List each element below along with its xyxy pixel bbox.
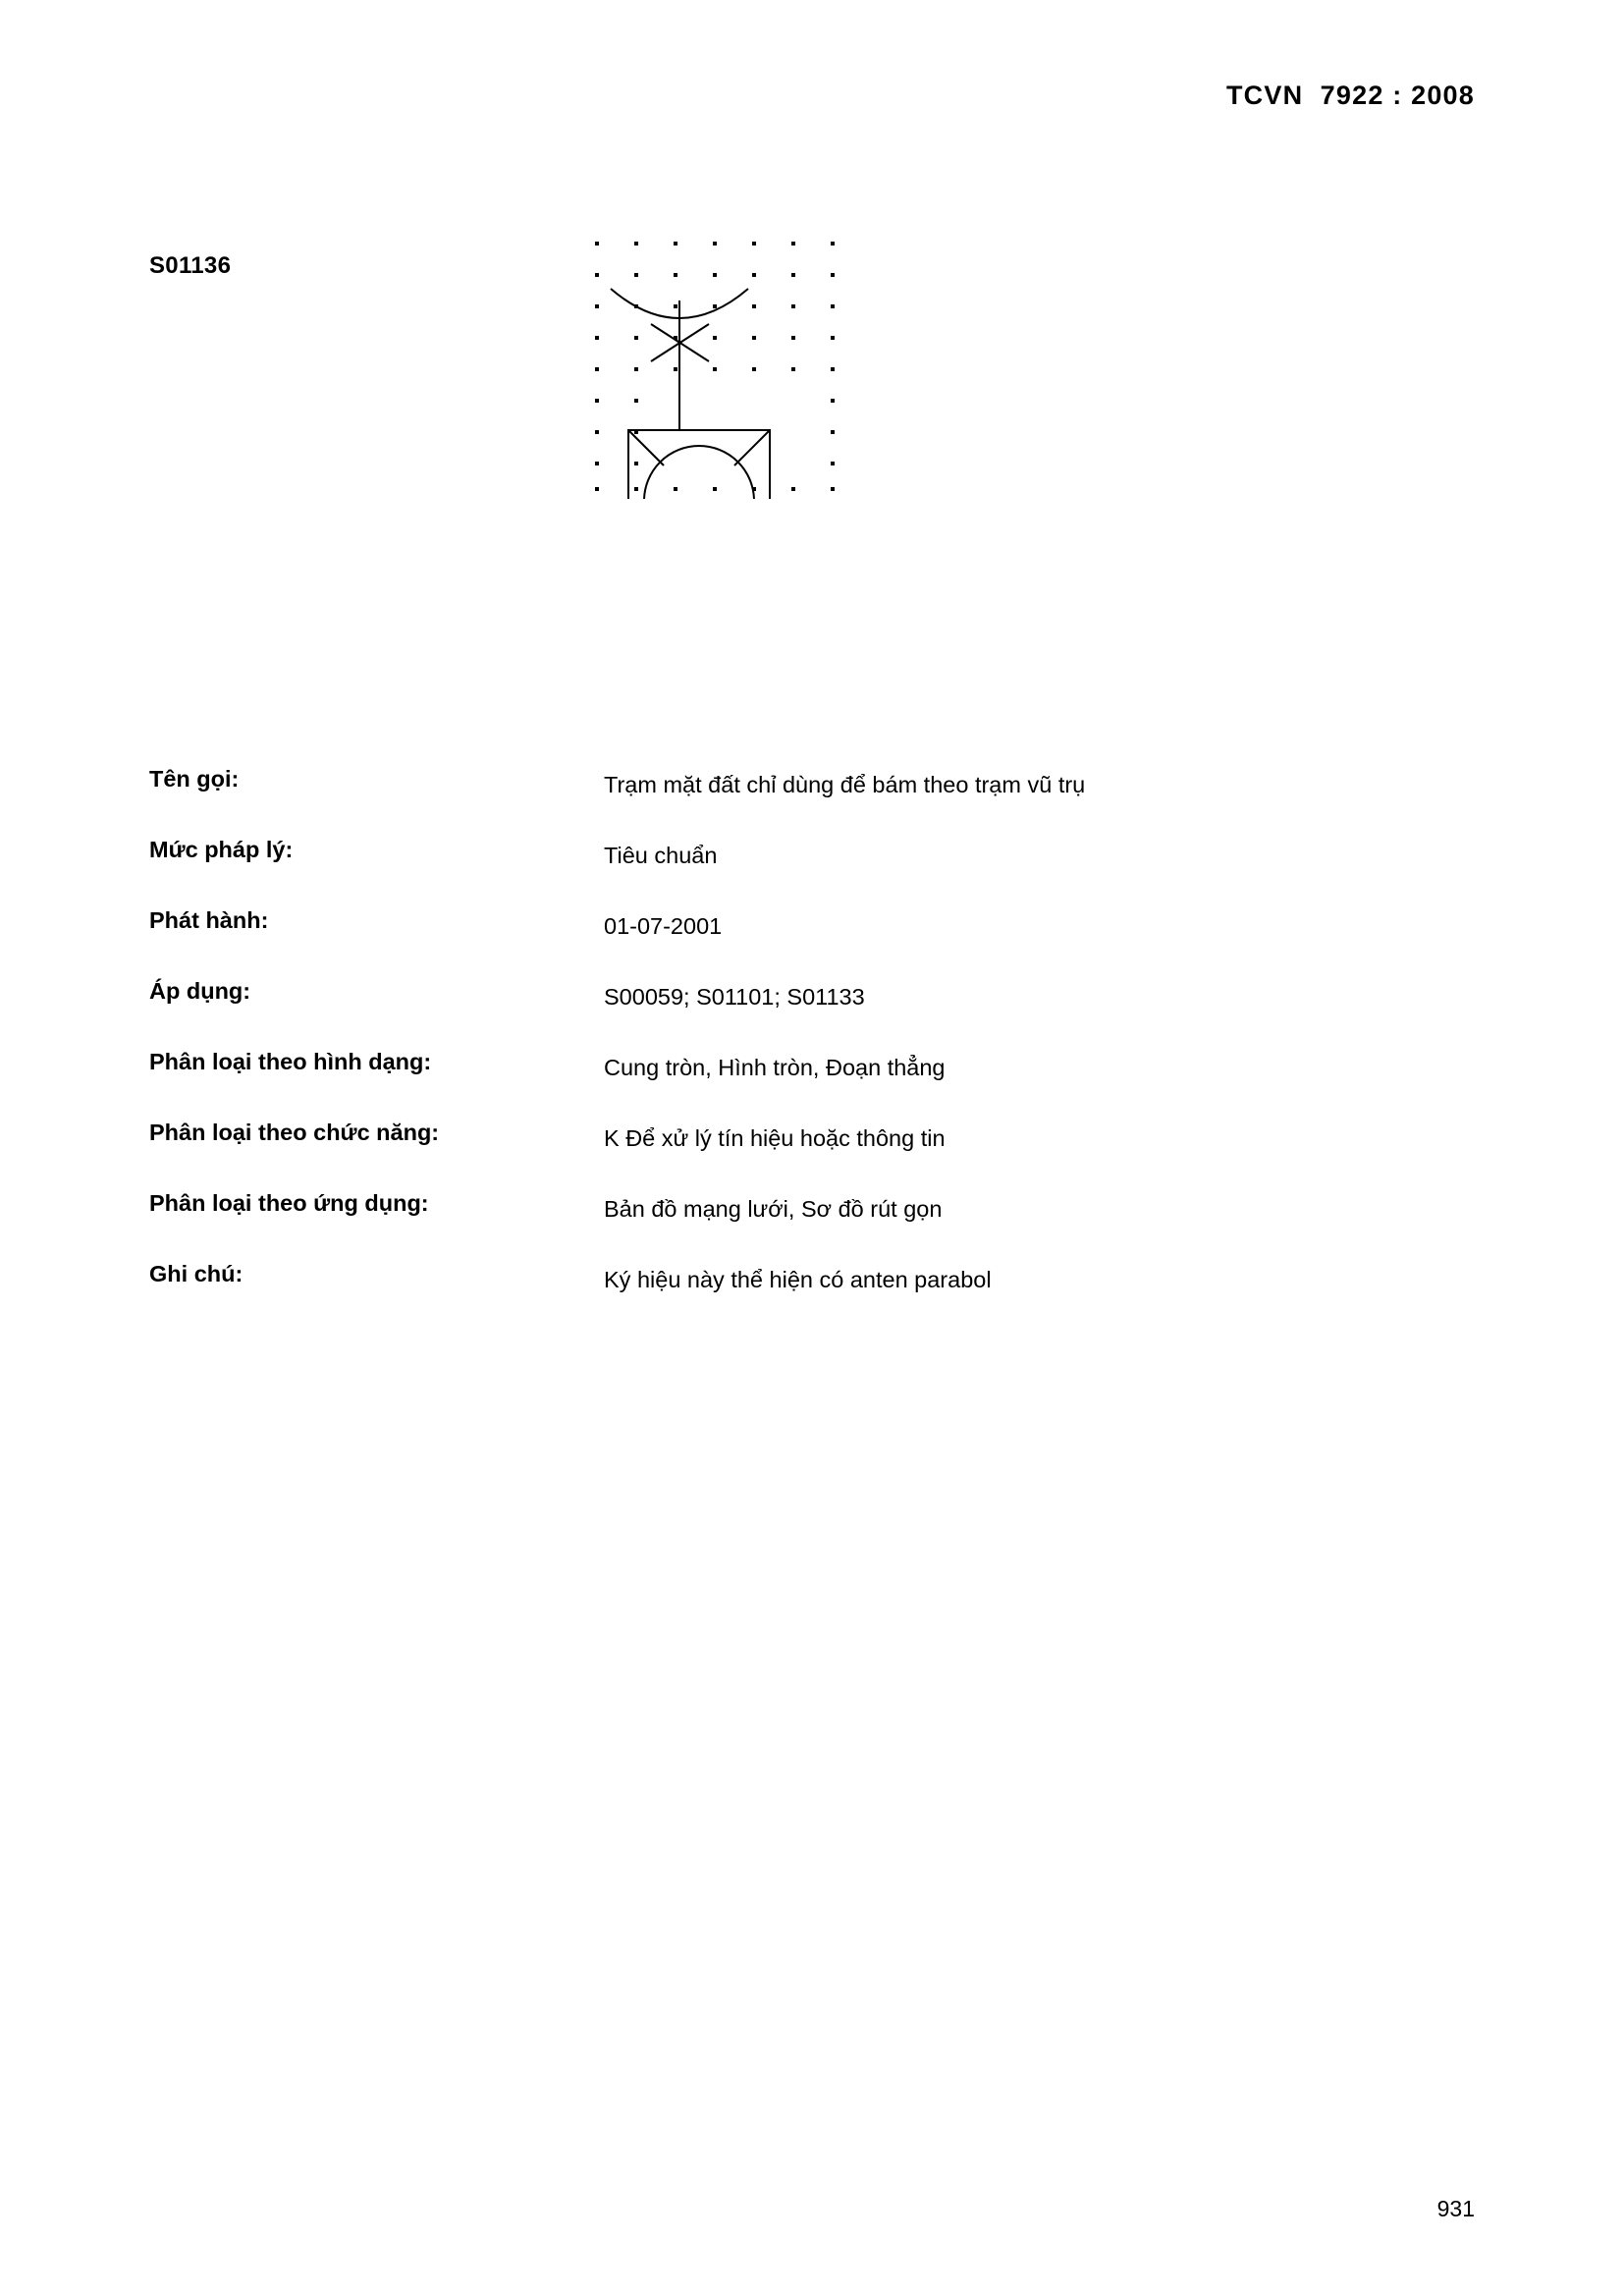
field-row-ap-dung [149,978,1485,1021]
field-row-phan-loai-chuc-nang [149,1120,1485,1163]
field-label: Phân loại theo chức năng: [149,1120,440,1145]
field-value: Cung tròn, Hình tròn, Đoạn thẳng [604,1055,946,1080]
field-value: 01-07-2001 [604,913,723,939]
field-row-phat-hanh [149,907,1485,951]
field-row-muc-phap-ly [149,837,1485,880]
field-value: Tiêu chuẩn [604,843,718,868]
field-row-ghi-chu [149,1261,1485,1304]
page-header-standard-code: TCVN 7922 : 2008 [1225,81,1475,110]
symbol-code: S01136 [149,252,232,279]
field-value: Trạm mặt đất chỉ dùng để bám theo trạm vũ trụ [604,772,1086,797]
field-label: Phát hành: [149,907,269,933]
field-label: Ghi chú: [149,1261,244,1286]
field-label: Tên gọi: [149,766,240,792]
field-label: Mức pháp lý: [149,837,294,862]
field-value: Bản đồ mạng lưới, Sơ đồ rút gọn [604,1196,943,1222]
field-label: Phân loại theo hình dạng: [149,1049,432,1074]
field-label: Phân loại theo ứng dụng: [149,1190,429,1216]
field-row-phan-loai-ung-dung [149,1190,1485,1233]
symbol-attribute-list [149,766,1485,1332]
field-row-phan-loai-hinh-dang [149,1049,1485,1092]
field-value: Ký hiệu này thể hiện có anten parabol [604,1267,992,1292]
page-number: 931 [1436,2196,1475,2221]
field-value: K Để xử lý tín hiệu hoặc thông tin [604,1125,946,1151]
field-row-ten-goi [149,766,1485,809]
earth-station-tracking-symbol [589,234,864,499]
field-value: S00059; S01101; S01133 [604,984,865,1010]
field-label: Áp dụng: [149,978,251,1004]
